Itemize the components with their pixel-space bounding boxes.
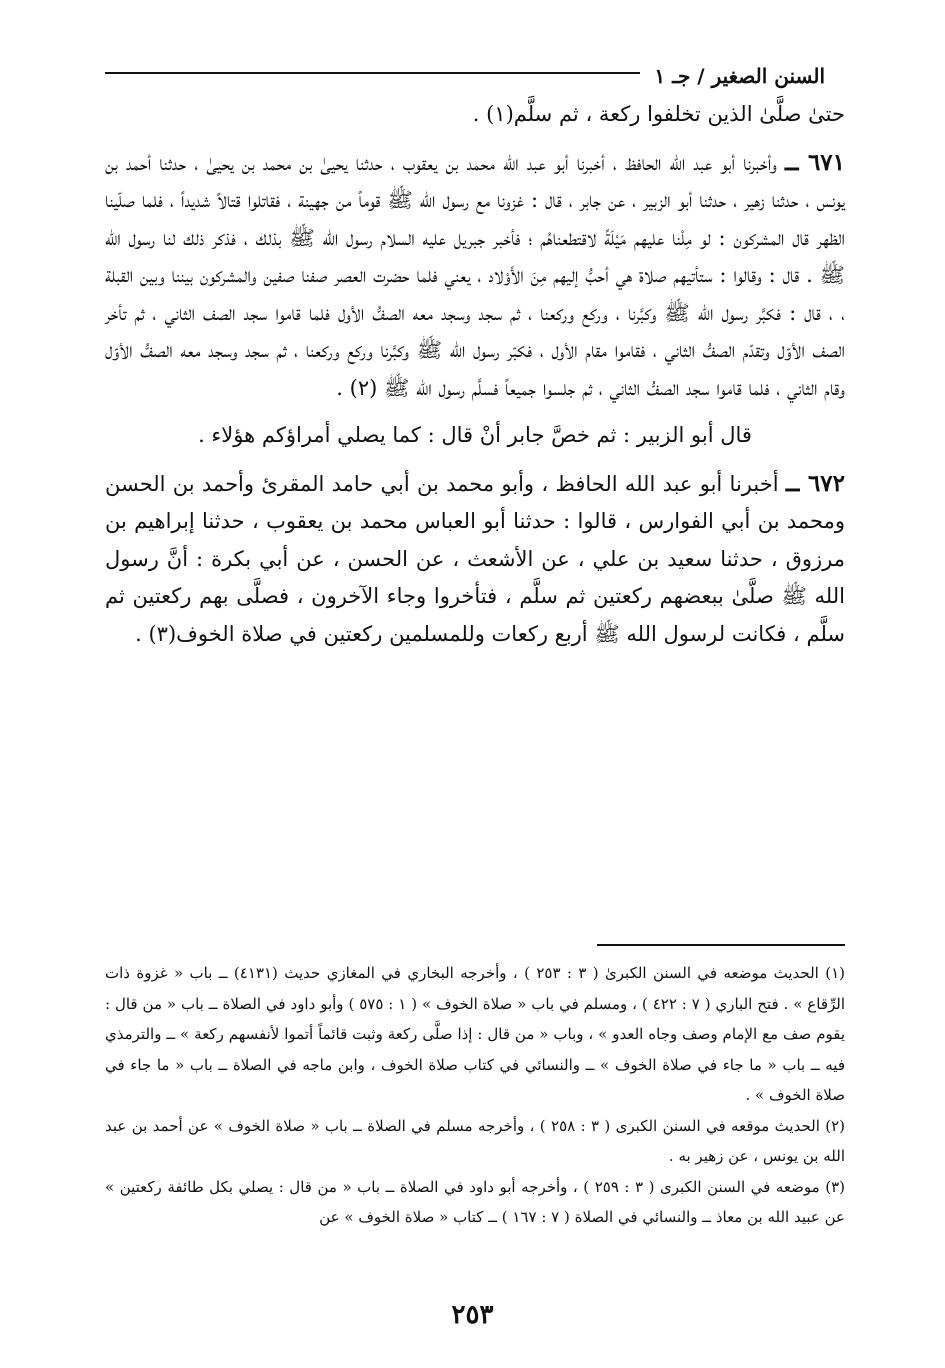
hadith-672 (105, 465, 845, 654)
footnotes (105, 958, 845, 1233)
footnote-1: (١) الحديث موضعه في السنن الكبرىٰ ( ٣ : ٢٥٣ ) ، وأخرجه البخاري في المغازي حديث (٤١٣١) ــ باب « غزوة ذات الرِّقاع » . فتح الباري ( ٧ : ٤٢٢ ) ، ومسلم في باب « صلاة الخوف » ( ١ : ٥٧٥ ) وأبو داود في الصلاة ــ باب « من قال : يقوم صف مع الإمام وصف وجاه العدو » ، وباب « من قال : إذا صلَّى ركعة وثبت قائماً أتموا لأنفسهم ركعة » ــ والترمذي فيه ــ باب « ما جاء في صلاة الخوف » ــ والنسائي في كتاب صلاة الخوف ، وابن ماجه في الصلاة ــ باب « ما جاء في صلاة الخوف » . (105, 964, 846, 1104)
running-header (105, 48, 825, 88)
header-rule (105, 72, 640, 74)
hadith-number-671: ٦٧١ ــ (785, 148, 845, 176)
hadith-number-672: ٦٧٢ ــ (785, 469, 845, 497)
main-text (105, 96, 845, 663)
page-number: ٢٥٣ (451, 1300, 494, 1330)
hadith-671-text: وأخبرنا أبو عبد الله الحافظ ، أخبرنا أبو عبد الله محمد بن يعقوب ، حدثنا يحيىٰ بن محمد بن يحيىٰ ، حدثنا أحمد بن يونس ، حدثنا زهير ، حدثنا أبو الزبير ، عن جابر ، قال : غزونا مع رسول الله ﷺ قوماً من جهينة ، فقاتلوا قتالاً شديداً ، فلما صلّينا الظهر قال المشركون : لو مِلْنا عليهم مَيْلَةً لاقتطعناهُم ؛ فأخبر جبريل عليه السلام رسول الله ﷺ بذلك ، فذكر ذلك لنا رسول الله ﷺ . قال : وقالوا : ستأتيهم صلاة هي أحبُّ إليهم مِنَ الأَوْلاد ، يعني فلما حضرت العصر صفنا صفين والمشركون بيننا وبين القبلة ، ، قال : فكبَّر رسول الله ﷺ وكبَّرنا ، وركع وركعنا ، ثم سجد وسجد معه الصفُّ الأول فلما قاموا سجد الصف الثاني ، ثم تأخر الصف الأوّل وتقدّم الصفُّ الثاني ، فقاموا مقام الأول ، فكبّر رسول الله ﷺ وكبَّرنا وركع وركعنا ، ثم سجد وسجد معه الصفُّ الأوّل وقام الثاني ، فلما قاموا سجد الصفُّ الثاني ، ثم جلسوا جميعاً فسلَّم رسول الله ﷺ (٢) . (105, 150, 845, 400)
footnote-divider (597, 944, 845, 946)
footnote-2: (٢) الحديث موقعه في السنن الكبرى ( ٣ : ٢٥٨ ) ، وأخرجه مسلم في الصلاة ــ باب « صلاة الخوف » عن أحمد بن عبد الله بن يونس ، عن زهير به . (105, 1116, 846, 1165)
abu-zubayr-note: قال أبو الزبير : ثم خصَّ جابر أنْ قال : كما يصلي أمراؤكم هؤلاء . (198, 423, 752, 447)
book-title: السنن الصغير / جـ ١ (654, 64, 825, 88)
hadith-671 (105, 144, 845, 408)
intro-paragraph: حتىٰ صلَّىٰ الذين تخلفوا ركعة ، ثم سلَّم(١) . (472, 102, 845, 126)
hadith-672-text: أخبرنا أبو عبد الله الحافظ ، وأبو محمد بن أبي حامد المقرئ وأحمد بن الحسن ومحمد بن أبي الفوارس ، قالوا : حدثنا أبو العباس محمد بن يعقوب ، حدثنا إبراهيم بن مرزوق ، حدثنا سعيد بن علي ، عن الأشعث ، عن الحسن ، عن أبي بكرة : أنَّ رسول الله ﷺ صلَّىٰ ببعضهم ركعتين ثم سلَّم ، فتأخروا وجاء الآخرون ، فصلَّى بهم ركعتين ثم سلَّم ، فكانت لرسول الله ﷺ أربع ركعات وللمسلمين ركعتين في صلاة الخوف(٣) . (105, 471, 845, 646)
footnote-3: (٣) موضعه في السنن الكبرى ( ٣ : ٢٥٩ ) ، وأخرجه أبو داود في الصلاة ــ باب « من قال : يصلي بكل طائفة ركعتين » عن عبيد الله بن معاذ ــ والنسائي في الصلاة ( ٧ : ١٦٧ ) ــ كتاب « صلاة الخوف » عن (105, 1177, 845, 1226)
